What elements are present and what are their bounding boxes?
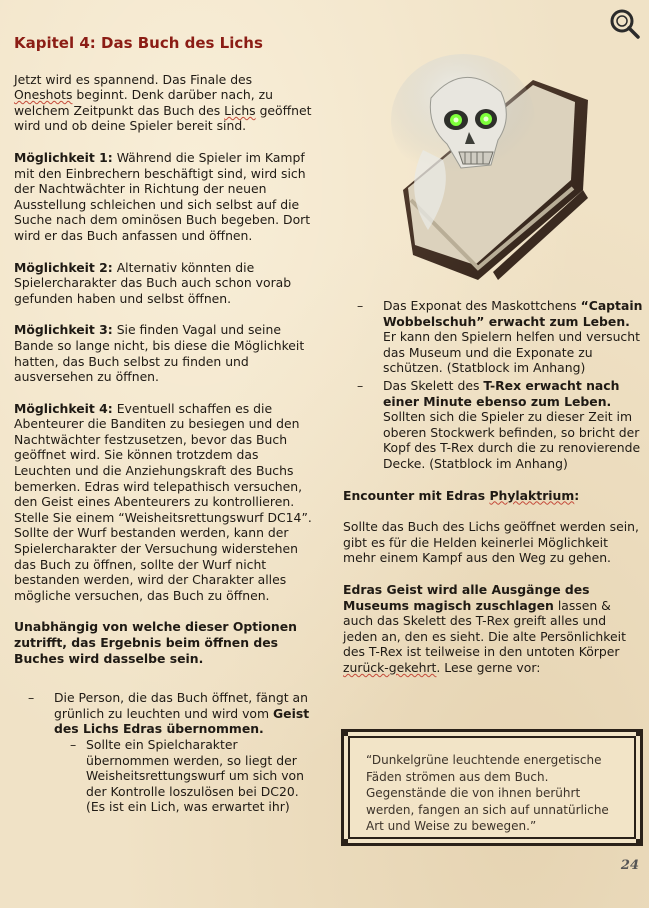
summary-text: Unabhängig von welche dieser Optionen zutrifft, das Ergebnis beim öffnen des Buches wird dasselbe sein. bbox=[14, 619, 297, 666]
bullet-1-bold: Geist des Lichs Edras übernommen. bbox=[54, 705, 310, 737]
option-2 bbox=[14, 260, 314, 307]
right-bullet-1-pre: Das Exponat des Maskottchens bbox=[383, 298, 581, 313]
encounter-text: Sollte das Buch des Lichs geöffnet werden sein, gibt es für die Helden keinerlei Möglichkeit mehr einem Kampf aus den Weg zu gehen. bbox=[343, 519, 639, 566]
read-aloud-box bbox=[341, 729, 643, 846]
option-1 bbox=[14, 150, 314, 244]
box-corner bbox=[342, 730, 348, 736]
bullet-1-text: Die Person, die das Buch öffnet, fängt an grünlich zu leuchten und wird vom bbox=[54, 690, 308, 721]
ghost-text-a: lassen & auch das Skelett des T-Rex greift alles und jeden an, den es sieht. Die alte Persönlichkeit des T-Rex ist teilweise in den untoten Körper bbox=[343, 597, 626, 660]
box-corner bbox=[636, 730, 642, 736]
option-1-label: Möglichkeit 1: bbox=[14, 149, 113, 165]
box-corner bbox=[342, 839, 348, 845]
subbullet-text: Sollte ein Spielcharakter übernommen werden, so liegt der Weisheitsrettungswurf um sich von der Kontrolle loszulösen bei DC20. (Es ist ein Lich, was erwartet ihr) bbox=[86, 736, 304, 815]
encounter-heading-c: : bbox=[574, 487, 580, 503]
left-column bbox=[14, 36, 314, 815]
option-4-label: Möglichkeit 4: bbox=[14, 400, 113, 416]
read-aloud-text: “Dunkelgrüne leuchtende energetische Fäden strömen aus dem Buch. Gegenstände die von ihnen berührt werden, fangen an sich auf unnatürliche Art und Weise zu bewegen.” bbox=[366, 753, 609, 833]
list-item bbox=[14, 690, 314, 737]
ghost-bold: Edras Geist wird alle Ausgänge des Museums magisch zuschlagen bbox=[343, 581, 590, 613]
intro-paragraph bbox=[14, 72, 314, 134]
right-column bbox=[343, 298, 643, 691]
box-corner bbox=[636, 839, 642, 845]
summary-paragraph bbox=[14, 619, 314, 666]
encounter-heading-b: Phylaktrium bbox=[489, 487, 575, 503]
intro-text-e: geöffnet wird und ob deine Spieler bereit sind. bbox=[14, 102, 312, 134]
right-bullet-1-bold: “Captain Wobbelschuh” erwacht zum Leben. bbox=[383, 298, 643, 329]
option-1-text: Während die Spieler im Kampf mit den Einbrechern beschäftigt sind, wird sich der Nachtwächter in Richtung der neuen Ausstellung schleichen und sich selbst auf die Suche nach dem ominösen Buch begeben. Dort wird er das Buch anfassen und öffnen. bbox=[14, 149, 311, 243]
right-bullet-2-post: Sollten sich die Spieler zu dieser Zeit im oberen Stockwerk befinden, so bricht der Kopf des T-Rex durch die zu renovierende Decke. (Statblock im Anhang) bbox=[383, 409, 641, 471]
option-2-text: Alternativ könnten die Spielercharakter das Buch auch schon vorab gefunden haben und selbst öffnen. bbox=[14, 259, 292, 306]
list-item-nested bbox=[14, 737, 314, 815]
lich-book-illustration bbox=[383, 40, 601, 284]
right-bullet-2-pre: Das Skelett des bbox=[383, 377, 484, 393]
encounter-heading bbox=[343, 488, 643, 504]
list-item bbox=[343, 378, 643, 472]
intro-text-c: beginnt. Denk darüber nach, zu welchem Zeitpunkt das Buch des bbox=[14, 87, 274, 118]
option-2-label: Möglichkeit 2: bbox=[14, 259, 113, 275]
option-3-label: Möglichkeit 3: bbox=[14, 322, 113, 338]
ghost-text-b: zurück-gekehrt bbox=[343, 659, 437, 675]
intro-text-a: Jetzt wird es spannend. Das Finale des bbox=[14, 71, 253, 87]
ghost-paragraph bbox=[343, 582, 643, 676]
option-3 bbox=[14, 322, 314, 384]
page-title: Kapitel 4: Das Buch des Lichs bbox=[14, 34, 263, 52]
right-bullet-1-post: Er kann den Spielern helfen und versucht das Museum und die Exponate zu schützen. (Statblock im Anhang) bbox=[383, 329, 640, 376]
option-4-text: Eventuell schaffen es die Abenteurer die Banditen zu besiegen und den Nachtwächter festzusetzen, bevor das Buch geöffnet wird. Sie können trotzdem das Leuchten und die Anziehungskraft des Buchs bemerken. Edras wird telepathisch versuchen, den Geist eines Abenteurers zu kontrollieren. Stelle Sie einem “Weisheitsrettungswurf DC14”. Sollte der Wurf bestanden werden, kann der Spielercharakter der Versuchung widerstehen das Buch zu öffnen, sollte der Wurf nicht bestanden werden, wird der Charakter alles mögliche versuchen, das Buch zu öffnen. bbox=[14, 400, 312, 603]
option-4 bbox=[14, 401, 314, 604]
intro-text-b: Oneshots bbox=[14, 87, 73, 103]
right-bullet-2-bold: T-Rex erwacht nach einer Minute ebenso zum Leben. bbox=[383, 377, 620, 409]
intro-text-d: Lichs bbox=[224, 102, 256, 118]
encounter-heading-a: Encounter mit Edras bbox=[343, 487, 490, 503]
page-number: 24 bbox=[620, 858, 639, 873]
list-item bbox=[343, 298, 643, 376]
magnifier-logo-icon bbox=[607, 6, 641, 40]
option-3-text: Sie finden Vagal und seine Bande so lange nicht, bis diese die Möglichkeit hatten, das Buch selbst zu finden und ausversehen zu öffnen. bbox=[14, 322, 305, 385]
ghost-text-c: . Lese gerne vor: bbox=[436, 659, 541, 675]
